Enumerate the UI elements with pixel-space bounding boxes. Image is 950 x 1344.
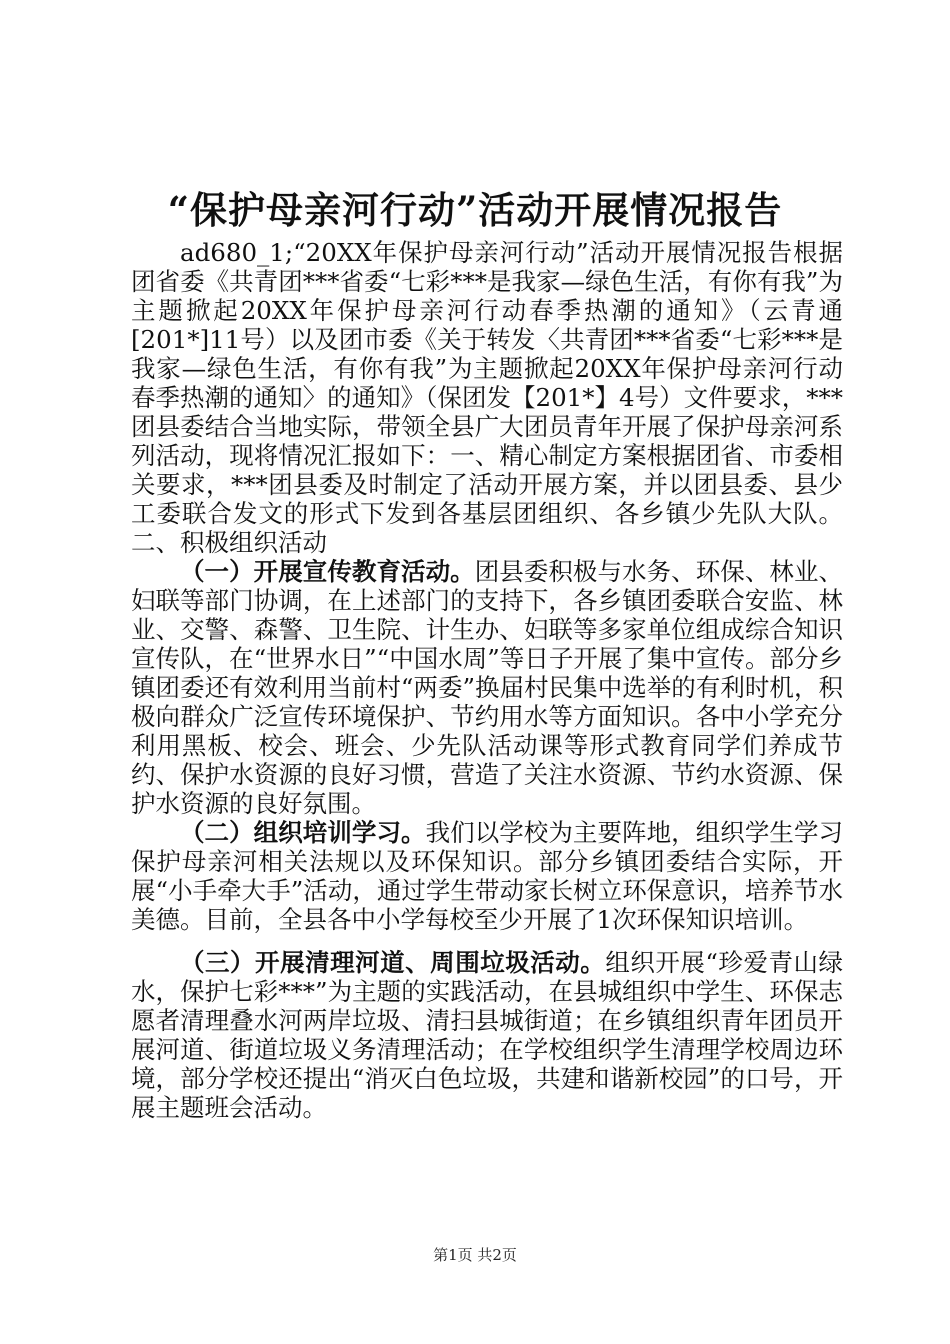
paragraph-text: 组织开展“珍爱青山绿水，保护七彩***”为主题的实践活动，在县城组织中学生、环保志愿者清理叠水河两岸垃圾、清扫县城街道；在乡镇组织青年团员开展河道、街道垃圾义务清理活动；在学校组织学生清理学校周边环境，部分学校还提出“消灭白色垃圾，共建和谐新校园”的口号，开展主题班会活动。 [131,948,843,1122]
section-heading: （一）开展宣传教育活动。 [180,557,475,586]
paragraph-text: ad680_1;“20XX年保护母亲河行动”活动开展情况报告根据团省委《共青团***省委“七彩***是我家—绿色生活，有你有我”为主题掀起20XX年保护母亲河行动春季热潮的通知》（云青通[201*]11号）以及团市委《关于转发〈共青团***省委“七彩***是我家—绿色生活，有你有我”为主题掀起20XX年保护母亲河行动春季热潮的通知〉的通知》（保团发【201*】4号）文件要求，***团县委结合当地实际，带领全县广大团员青年开展了保护母亲河系列活动，现将情况汇报如下：一、精心制定方案根据团省、市委相关要求，***团县委及时制定了活动开展方案，并以团县委、县少工委联合发文的形式下发到各基层团组织、各乡镇少先队大队。二、积极组织活动 [131,238,843,557]
paragraph-text: 团县委积极与水务、环保、林业、妇联等部门协调，在上述部门的支持下，各乡镇团委联合安监、林业、交警、森警、卫生院、计生办、妇联等多家单位组成综合知识宣传队，在“世界水日”“中国水周”等日子开展了集中宣传。部分乡镇团委还有效利用当前村“两委”换届村民集中选举的有利时机，积极向群众广泛宣传环境保护、节约用水等方面知识。各中小学充分利用黑板、校会、班会、少先队活动课等形式教育同学们养成节约、保护水资源的良好习惯，营造了关注水资源、节约水资源、保护水资源的良好氛围。 [131,557,844,818]
section-heading: （二）组织培训学习。 [180,818,426,847]
paragraph-intro [131,238,843,557]
paragraph-section-3 [131,948,843,1122]
document-title: “保护母亲河行动”活动开展情况报告 [167,188,783,232]
paragraph-section-1 [131,557,843,818]
page-footer: 第1页 共2页 [433,1246,517,1264]
document-body [131,238,843,1122]
paragraph-text: 我们以学校为主要阵地，组织学生学习保护母亲河相关法规以及环保知识。部分乡镇团委结合实际，开展“小手牵大手”活动，通过学生带动家长树立环保意识，培养节水美德。目前，全县各中小学每校至少开展了1次环保知识培训。 [131,818,843,934]
paragraph-gap [131,934,843,948]
paragraph-section-2 [131,818,843,934]
section-heading: （三）开展清理河道、周围垃圾活动。 [180,948,606,977]
